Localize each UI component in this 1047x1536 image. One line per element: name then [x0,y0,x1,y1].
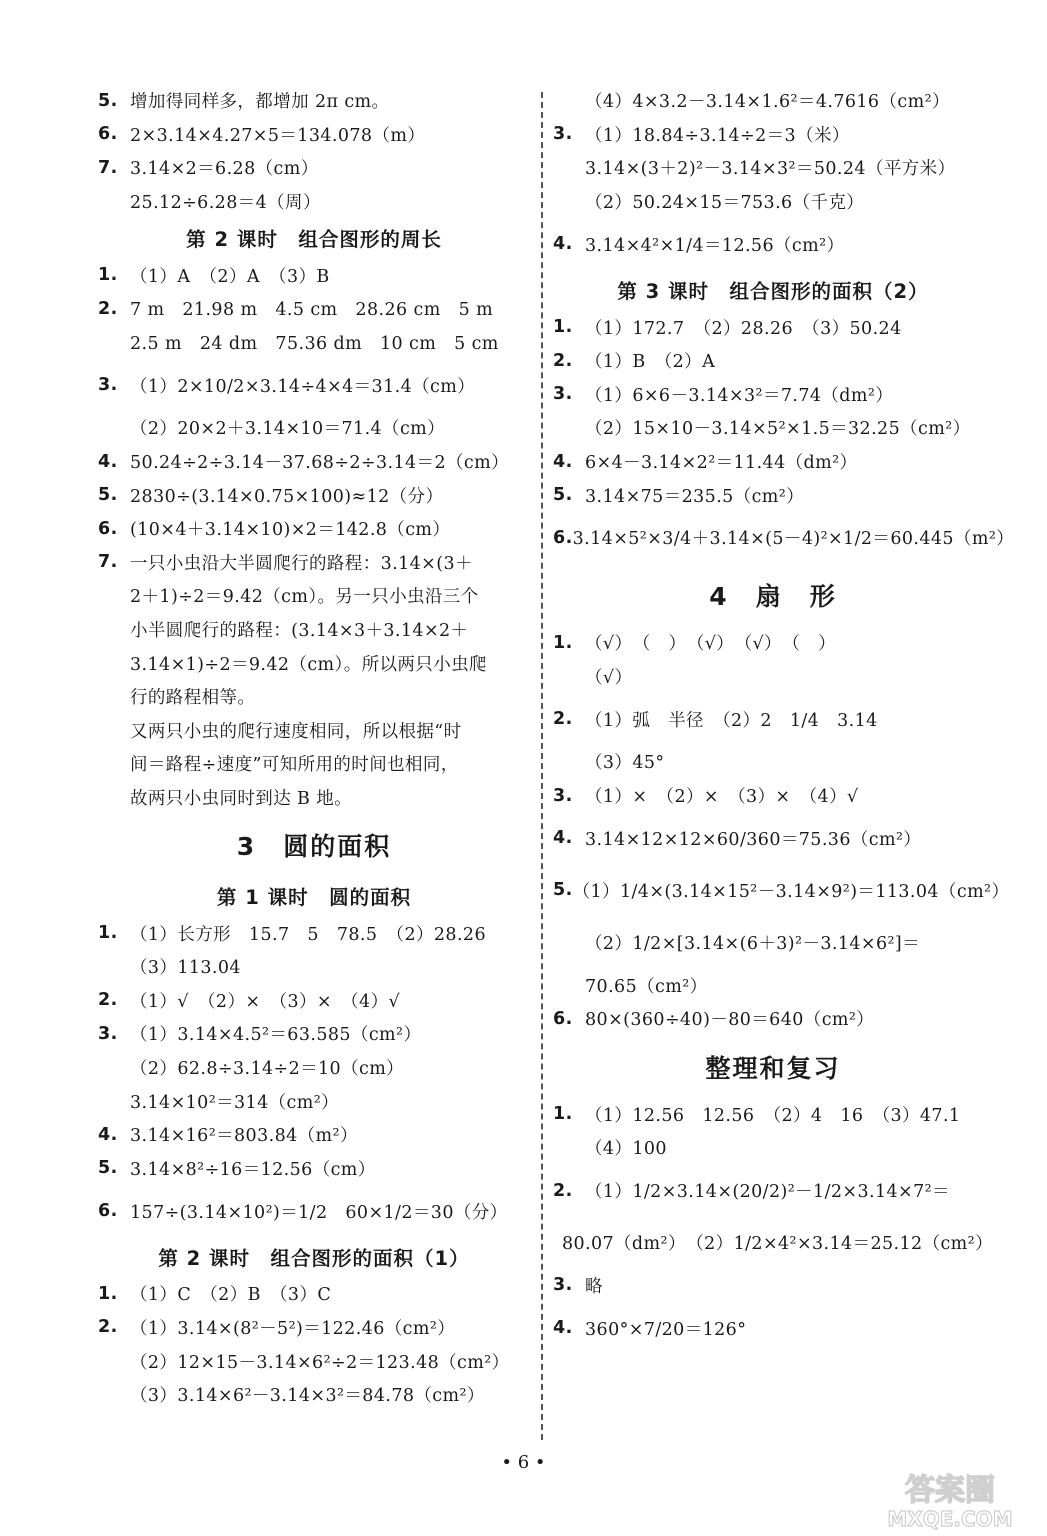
answer-text: （1）B （2）A [585,352,716,373]
answer-line [98,1118,530,1152]
answer-line [553,344,993,378]
answer-text: （2）12×15－3.14×6²÷2＝123.48（cm²） [130,1352,510,1373]
question-number: 2. [98,1317,118,1338]
answer-text: 3.14×8²÷16＝12.56（cm） [130,1159,376,1180]
answer-line [553,693,993,745]
answer-text: （3）113.04 [130,958,241,979]
answer-text: （1）6×6－3.14×3²＝7.74（dm²） [585,385,894,406]
question-number: 5. [98,90,118,111]
answer-line [98,680,530,714]
answer-line [98,1311,530,1345]
question-number: 4. [553,451,573,472]
answer-text: （2）50.24×15＝753.6（千克） [585,193,865,214]
answer-line [98,747,530,781]
question-number: 5. [98,1158,118,1179]
answer-line [553,151,993,185]
answer-text: 3.14×16²＝803.84（m²） [130,1126,358,1147]
answer-line [553,1217,993,1269]
answer-line [98,916,530,950]
answer-text: （1）√ （2）× （3）× （4）√ [130,991,401,1012]
answer-line [553,310,993,344]
question-number: 2. [553,350,573,371]
answer-text: （1）2×10/2×3.14÷4×4＝31.4（cm） [130,376,476,397]
column-divider [541,92,543,1440]
answer-line [98,1151,530,1185]
answer-line [98,1378,530,1412]
answer-line [553,660,993,694]
answer-text: 一只小虫沿大半圆爬行的路程：3.14×(3＋ [130,553,473,574]
answer-line [553,1098,993,1132]
answer-text: 25.12÷6.28＝4（周） [130,193,321,214]
question-number: 6. [553,527,573,548]
answer-line [98,185,530,219]
answer-line [553,411,993,445]
answer-line [553,1269,993,1303]
answer-line [98,151,530,185]
answer-text: （1）C （2）B （3）C [130,1285,332,1306]
answer-text: 行的路程相等。 [130,688,256,709]
answer-line [553,84,993,118]
lesson-heading: 第 2 课时 组合图形的面积（1） [158,1247,470,1271]
question-number: 1. [98,265,118,286]
answer-line [553,1165,993,1217]
answer-text: （1）3.14×4.5²＝63.585（cm²） [130,1025,422,1046]
answer-line [98,1084,530,1118]
answer-line [553,745,993,779]
answer-text: 故两只小虫同时到达 B 地。 [130,788,353,809]
answer-text: 7 m 21.98 m 4.5 cm 28.26 cm 5 m [130,300,494,321]
answer-line [98,613,530,647]
answer-line [553,512,1015,564]
answer-text: （4）4×3.2－3.14×1.6²＝4.7616（cm²） [585,92,950,113]
answer-line [98,646,530,680]
answer-line [98,1344,530,1378]
left-column [98,84,530,1411]
answer-text: （1）长方形 15.7 5 78.5 （2）28.26 [130,924,486,945]
answer-text: 3.14×5²×3/4＋3.14×(5－4)²×1/2＝60.445（m²） [572,529,1015,550]
answer-text: 157÷(3.14×10²)＝1/2 60×1/2＝30（分） [130,1202,508,1223]
answer-line [553,1302,993,1354]
answer-text: 3.14×4²×1/4＝12.56（cm²） [585,235,845,256]
answer-text: 小半圆爬行的路程：(3.14×3＋3.14×2＋ [130,621,469,642]
answer-line [98,512,530,546]
answer-text: 3.14×75＝235.5（cm²） [585,486,805,507]
watermark-logo [860,1466,1040,1532]
answer-text: （1）12.56 12.56 （2）4 16 （3）47.1 [585,1105,961,1126]
answer-line [98,1017,530,1051]
answer-line [98,714,530,748]
section-heading: 整理和复习 [705,1053,841,1083]
answer-text: 3.14×1)÷2＝9.42（cm）。所以两只小虫爬 [130,654,487,675]
question-number: 2. [553,1180,573,1201]
answer-text: 80.07（dm²） （2）1/2×4²×3.14＝25.12（cm²） [561,1234,993,1255]
answer-line [98,118,530,152]
answer-text: 又两只小虫的爬行速度相同，所以根据“时 [130,721,462,742]
answer-line [553,378,993,412]
answer-text: （1）1/2×3.14×(20/2)²－1/2×3.14×7²＝ [585,1182,950,1203]
question-number: 3. [98,375,118,396]
answer-line [553,478,993,512]
answer-text: 70.65（cm²） [585,976,708,997]
question-number: 1. [553,632,573,653]
question-number: 6. [98,124,118,145]
answer-text: （1）1/4×(3.14×15²－3.14×9²)＝113.04（cm²） [572,881,1010,902]
question-number: 3. [553,785,573,806]
answer-text: 间＝路程÷速度”可知所用的时间也相同， [130,755,459,776]
answer-text: 增加得同样多，都增加 2π cm。 [130,92,390,113]
question-number: 2. [98,990,118,1011]
answer-text: 略 [585,1276,603,1297]
answer-line [553,864,1010,916]
lesson-heading: 第 2 课时 组合图形的周长 [186,228,442,252]
answer-text: 2＋1)÷2＝9.42（cm）。另一只小虫沿三个 [130,587,479,608]
answer-line [98,950,530,984]
page-number: • 6 • [501,1452,546,1473]
answer-line [553,1131,993,1165]
section-heading: 3 圆的面积 [236,832,392,862]
question-number: 4. [98,1124,118,1145]
question-number: 4. [98,451,118,472]
answer-text: （2）1/2×[3.14×(6＋3)²－3.14×6²]＝ [585,933,921,954]
watermark-top: 答案圈 [905,1473,995,1508]
lesson-heading: 第 1 课时 圆的面积 [216,886,412,910]
answer-text: 360°×7/20＝126° [585,1319,747,1340]
answer-text: （√） （ ） （√） （√） （ ） [585,634,837,655]
question-number: 6. [98,518,118,539]
answer-text: （1）18.84÷3.14÷2＝3（米） [585,125,850,146]
answer-line [553,185,993,219]
question-number: 1. [98,923,118,944]
question-number: 5. [553,880,573,901]
answer-text: （1）A （2）A （3）B [130,266,330,287]
answer-text: （√） [585,667,633,688]
answer-text: 50.24÷2÷3.14－37.68÷2÷3.14＝2（cm） [130,453,509,474]
question-number: 6. [98,1201,118,1222]
question-number: 4. [553,234,573,255]
answer-line [98,411,530,445]
question-number: 3. [553,124,573,145]
answer-line [98,258,530,292]
answer-text: （1）× （2）× （3）× （4）√ [585,787,859,808]
watermark-bottom: MXQE.COM [887,1507,1013,1531]
question-number: 2. [98,298,118,319]
answer-text: 6×4－3.14×2²＝11.44（dm²） [585,453,858,474]
section-heading: 4 扇 形 [709,581,837,611]
answer-line [98,292,530,326]
answer-line [98,781,530,815]
answer-text: 3.14×2＝6.28（cm） [130,159,319,180]
answer-text: (10×4＋3.14×10)×2＝142.8（cm） [130,520,451,541]
answer-line [98,445,530,479]
answer-line [98,359,530,411]
question-number: 1. [98,1283,118,1304]
question-number: 3. [98,1023,118,1044]
question-number: 3. [553,384,573,405]
answer-line [553,812,993,864]
question-number: 1. [553,317,573,338]
question-number: 5. [98,485,118,506]
answer-line [98,1185,530,1237]
answer-text: 3.14×12×12×60/360＝75.36（cm²） [585,829,922,850]
question-number: 7. [98,552,118,573]
question-number: 3. [553,1275,573,1296]
answer-line [98,84,530,118]
answer-text: 2.5 m 24 dm 75.36 dm 10 cm 5 cm [130,333,499,354]
answer-line [98,983,530,1017]
answer-line [98,546,530,580]
answer-line [553,1002,993,1036]
answer-line [98,1277,530,1311]
answer-text: 3.14×10²＝314（cm²） [130,1092,340,1113]
answer-line [553,779,993,813]
question-number: 4. [553,1318,573,1339]
answer-line [553,968,993,1002]
question-number: 2. [553,709,573,730]
answer-line [98,478,530,512]
answer-line [553,118,993,152]
answer-text: （2）20×2＋3.14×10＝71.4（cm） [130,419,446,440]
question-number: 7. [98,157,118,178]
answer-text: （4）100 [585,1139,667,1160]
answer-line [98,326,530,360]
question-number: 1. [553,1104,573,1125]
answer-text: （1）172.7 （2）28.26 （3）50.24 [585,318,902,339]
answer-text: （2）15×10－3.14×5²×1.5＝32.25（cm²） [585,419,971,440]
answer-text: （3）45° [585,753,665,774]
answer-line [98,579,530,613]
answer-text: （3）3.14×6²－3.14×3²＝84.78（cm²） [130,1386,485,1407]
answer-text: 2×3.14×4.27×5＝134.078（m） [130,125,426,146]
answer-line [553,218,993,270]
lesson-heading: 第 3 课时 组合图形的面积（2） [617,280,929,304]
answer-text: 2830÷(3.14×0.75×100)≈12（分） [130,486,444,507]
answer-text: 3.14×(3＋2)²－3.14×3²＝50.24（平方米） [585,159,956,180]
right-column [553,84,1015,1354]
answer-text: （2）62.8÷3.14÷2＝10（cm） [130,1058,405,1079]
answer-line [553,445,993,479]
answer-line [98,1051,530,1085]
question-number: 6. [553,1008,573,1029]
answer-line [553,916,993,968]
answer-line [553,626,993,660]
question-number: 4. [553,828,573,849]
answer-text: （1）弧 半径 （2）2 1/4 3.14 [585,710,878,731]
answer-text: 80×(360÷40)－80＝640（cm²） [585,1010,875,1031]
question-number: 5. [553,485,573,506]
answer-text: （1）3.14×(8²－5²)＝122.46（cm²） [130,1318,456,1339]
